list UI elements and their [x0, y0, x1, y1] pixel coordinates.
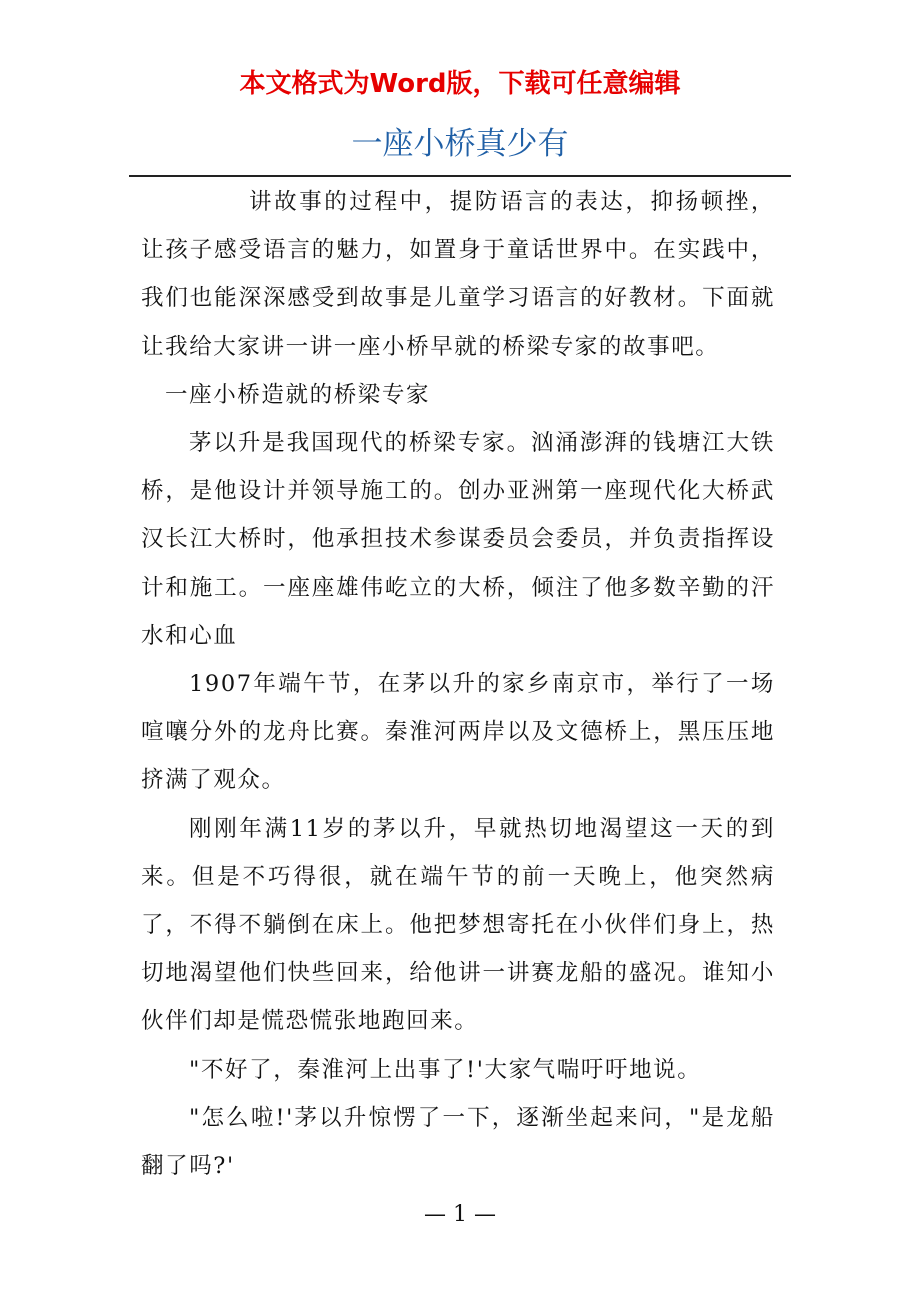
body-paragraph: 茅以升是我国现代的桥梁专家。汹涌澎湃的钱塘江大铁桥，是他设计并领导施工的。创办亚洲第一座现代化大桥武汉长江大桥时，他承担技术参谋委员会委员，并负责指挥设计和施工。一座座雄伟屹立的大桥，倾注了他多数辛勤的汗水和心血 [141, 430, 775, 649]
intro-paragraph: 讲故事的过程中，提防语言的表达，抑扬顿挫，让孩子感受语言的魅力，如置身于童话世界中。在实践中，我们也能深深感受到故事是儿童学习语言的好教材。下面就让我给大家讲一讲一座小桥早就的桥梁专家的故事吧。 [141, 189, 775, 360]
story-heading: 一座小桥造就的桥梁专家 [165, 381, 431, 408]
document-body [141, 178, 775, 1190]
document-title: 一座小桥真少有 [351, 126, 569, 162]
page-number: — 1 — [424, 1202, 496, 1227]
dialogue-paragraph: "怎么啦!'茅以升惊愣了一下，逐渐坐起来问，"是龙船翻了吗?' [141, 1104, 775, 1180]
title-divider [129, 175, 791, 177]
dialogue-paragraph: "不好了，秦淮河上出事了!'大家气喘吁吁地说。 [189, 1056, 702, 1083]
body-paragraph: 刚刚年满11岁的茅以升，早就热切地渴望这一天的到来。但是不巧得很，就在端午节的前一天晚上，他突然病了，不得不躺倒在床上。他把梦想寄托在小伙伴们身上，热切地渴望他们快些回来，给他讲一讲赛龙船的盛况。谁知小伙伴们却是慌恐慌张地跑回来。 [141, 815, 775, 1035]
body-paragraph: 1907年端午节，在茅以升的家乡南京市，举行了一场喧嚷分外的龙舟比赛。秦淮河两岸以及文德桥上，黑压压地挤满了观众。 [141, 671, 775, 794]
download-notice-banner: 本文格式为Word版，下载可任意编辑 [239, 69, 681, 99]
